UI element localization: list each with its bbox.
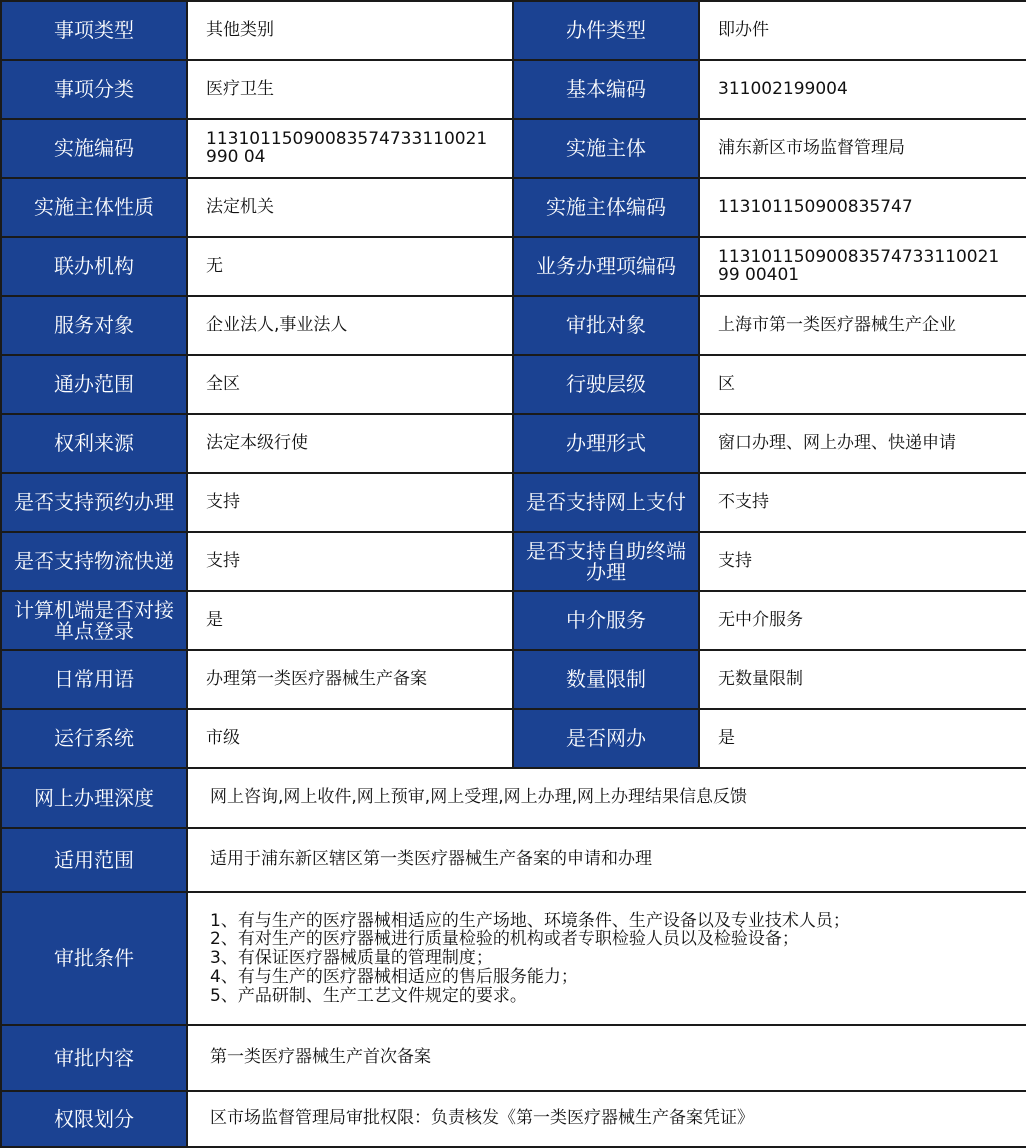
value-service-target: 企业法人,事业法人: [187, 296, 513, 355]
value-approval-conditions: [187, 892, 1026, 1025]
value-approval-content: 第一类医疗器械生产首次备案: [187, 1025, 1026, 1091]
table-row: [1, 532, 1026, 591]
value-express-delivery: 支持: [187, 532, 513, 591]
label-single-sign-on: 计算机端是否对接单点登录: [1, 591, 187, 650]
table-row: [1, 473, 1026, 532]
label-service-target: 服务对象: [1, 296, 187, 355]
value-implementation-code: 11310115090083574733110021990 04: [187, 119, 513, 178]
condition-line: 5、产品研制、生产工艺文件规定的要求。: [210, 985, 527, 1006]
value-handling-type: 即办件: [699, 1, 1026, 60]
label-exercise-level: 行驶层级: [513, 355, 699, 414]
value-intermediary: 无中介服务: [699, 591, 1026, 650]
value-business-code: 1131011509008357473311002199 00401: [699, 237, 1026, 296]
value-handling-form: 窗口办理、网上办理、快递申请: [699, 414, 1026, 473]
value-body-nature: 法定机关: [187, 178, 513, 237]
label-intermediary: 中介服务: [513, 591, 699, 650]
table-row: [1, 828, 1026, 892]
table-row: [1, 296, 1026, 355]
value-authority-source: 法定本级行使: [187, 414, 513, 473]
value-implementing-body: 浦东新区市场监督管理局: [699, 119, 1026, 178]
label-applicable-scope: 适用范围: [1, 828, 187, 892]
label-run-system: 运行系统: [1, 709, 187, 768]
value-item-category: 医疗卫生: [187, 60, 513, 119]
label-implementation-code: 实施编码: [1, 119, 187, 178]
table-row: [1, 709, 1026, 768]
label-joint-agency: 联办机构: [1, 237, 187, 296]
label-common-term: 日常用语: [1, 650, 187, 709]
table-row: [1, 591, 1026, 650]
label-handling-form: 办理形式: [513, 414, 699, 473]
value-service-scope: 全区: [187, 355, 513, 414]
value-run-system: 市级: [187, 709, 513, 768]
table-row: [1, 414, 1026, 473]
value-online-payment: 不支持: [699, 473, 1026, 532]
label-quantity-limit: 数量限制: [513, 650, 699, 709]
label-online-handling: 是否网办: [513, 709, 699, 768]
value-single-sign-on: 是: [187, 591, 513, 650]
label-service-scope: 通办范围: [1, 355, 187, 414]
label-item-category: 事项分类: [1, 60, 187, 119]
value-online-handling: 是: [699, 709, 1026, 768]
value-online-depth: 网上咨询,网上收件,网上预审,网上受理,网上办理,网上办理结果信息反馈: [187, 768, 1026, 828]
label-business-code: 业务办理项编码: [513, 237, 699, 296]
value-exercise-level: 区: [699, 355, 1026, 414]
label-handling-type: 办件类型: [513, 1, 699, 60]
label-implementing-body: 实施主体: [513, 119, 699, 178]
label-body-code: 实施主体编码: [513, 178, 699, 237]
table-row: [1, 650, 1026, 709]
label-self-service: 是否支持自助终端办理: [513, 532, 699, 591]
condition-line: 4、有与生产的医疗器械相适应的售后服务能力；: [210, 966, 578, 987]
condition-line: 2、有对生产的医疗器械进行质量检验的机构或者专职检验人员以及检验设备；: [210, 929, 799, 950]
label-approval-content: 审批内容: [1, 1025, 187, 1091]
label-online-payment: 是否支持网上支付: [513, 473, 699, 532]
value-joint-agency: 无: [187, 237, 513, 296]
value-approval-target: 上海市第一类医疗器械生产企业: [699, 296, 1026, 355]
label-approval-target: 审批对象: [513, 296, 699, 355]
table-row: [1, 1, 1026, 60]
table-row: [1, 119, 1026, 178]
value-self-service: 支持: [699, 532, 1026, 591]
label-online-depth: 网上办理深度: [1, 768, 187, 828]
table-row: [1, 1091, 1026, 1147]
condition-line: 3、有保证医疗器械质量的管理制度；: [210, 948, 493, 969]
table-row: [1, 768, 1026, 828]
label-body-nature: 实施主体性质: [1, 178, 187, 237]
condition-line: 1、有与生产的医疗器械相适应的生产场地、环境条件、生产设备以及专业技术人员；: [210, 910, 850, 931]
value-quantity-limit: 无数量限制: [699, 650, 1026, 709]
table-row: [1, 60, 1026, 119]
value-common-term: 办理第一类医疗器械生产备案: [187, 650, 513, 709]
label-item-type: 事项类型: [1, 1, 187, 60]
label-appointment: 是否支持预约办理: [1, 473, 187, 532]
value-body-code: 113101150900835747: [699, 178, 1026, 237]
table-row: [1, 892, 1026, 1025]
label-authority-division: 权限划分: [1, 1091, 187, 1147]
value-appointment: 支持: [187, 473, 513, 532]
table-row: [1, 1025, 1026, 1091]
value-basic-code: 311002199004: [699, 60, 1026, 119]
value-applicable-scope: 适用于浦东新区辖区第一类医疗器械生产备案的申请和办理: [187, 828, 1026, 892]
value-item-type: 其他类别: [187, 1, 513, 60]
value-authority-division: 区市场监督管理局审批权限：负责核发《第一类医疗器械生产备案凭证》: [187, 1091, 1026, 1147]
table-row: [1, 178, 1026, 237]
label-express-delivery: 是否支持物流快递: [1, 532, 187, 591]
label-approval-conditions: 审批条件: [1, 892, 187, 1025]
label-basic-code: 基本编码: [513, 60, 699, 119]
table-row: [1, 237, 1026, 296]
table-row: [1, 355, 1026, 414]
label-authority-source: 权利来源: [1, 414, 187, 473]
